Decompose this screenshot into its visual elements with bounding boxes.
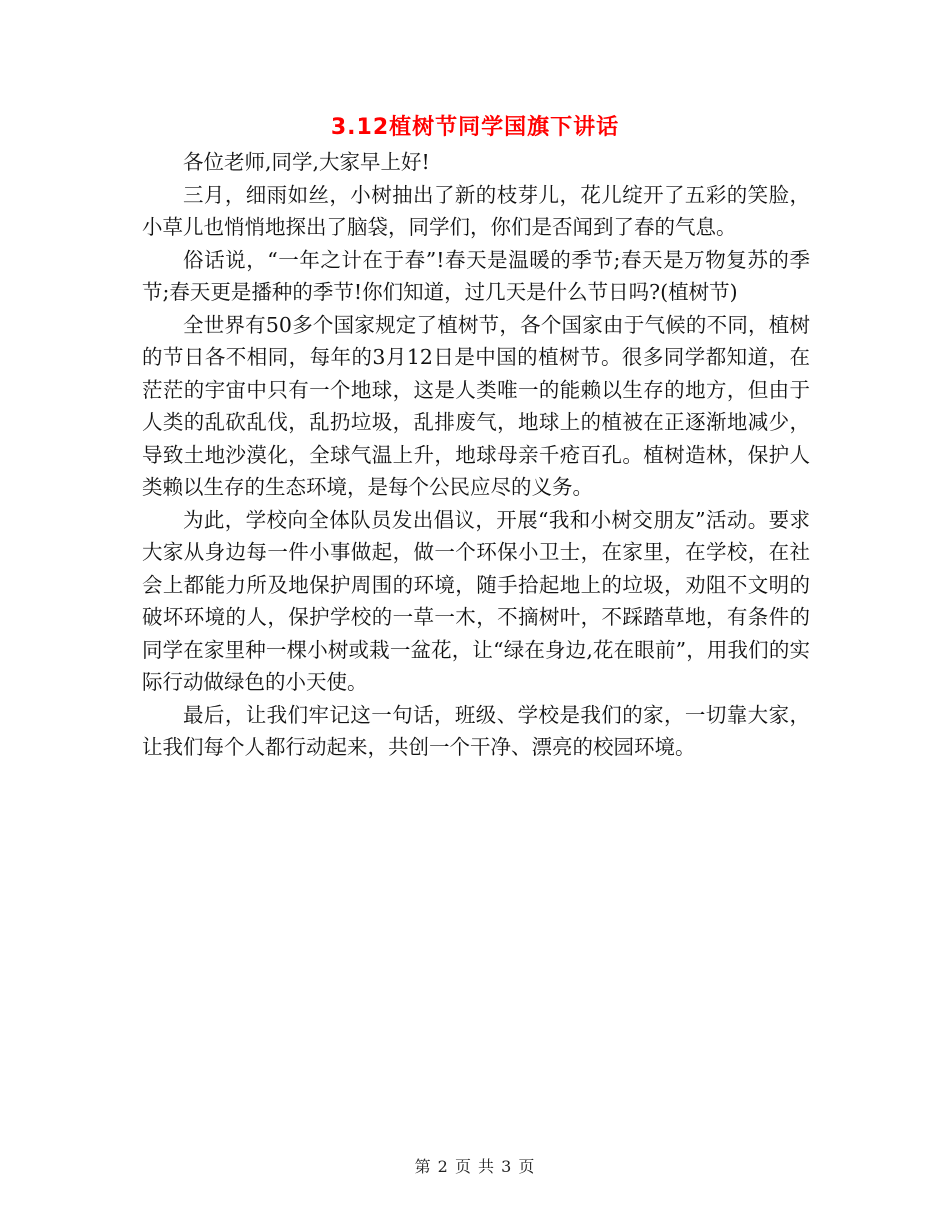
paragraph-initiative: 为此，学校向全体队员发出倡议，开展“我和小树交朋友”活动。要求大家从身边每一件小事做起，做一个环保小卫士，在家里，在学校，在社会上都能力所及地保护周围的环境，随手拾起地上的垃圾，劝阻不文明的破坏环境的人，保护学校的一草一木，不摘树叶，不踩踏草地，有条件的同学在家里种一棵小树或栽一盆花，让“绿在身边,花在眼前”，用我们的实际行动做绿色的小天使。 [142, 507, 810, 694]
paragraph-greeting: 各位老师,同学,大家早上好! [183, 150, 430, 174]
paragraph-closing: 最后，让我们牢记这一句话，班级、学校是我们的家，一切靠大家，让我们每个人都行动起来，共创一个干净、漂亮的校园环境。 [142, 702, 810, 759]
document-title: 3.12植树节同学国旗下讲话 [330, 115, 620, 140]
paragraph-proverb: 俗话说，“一年之计在于春”!春天是温暖的季节;春天是万物复苏的季节;春天更是播种的季节!你们知道，过几天是什么节日吗?(植树节) [142, 247, 810, 304]
document-body [142, 146, 810, 764]
paragraph-arbor-day: 全世界有50多个国家规定了植树节，各个国家由于气候的不同，植树的节日各不相同，每年的3月12日是中国的植树节。很多同学都知道，在茫茫的宇宙中只有一个地球，这是人类唯一的能赖以生存的地方，但由于人类的乱砍乱伐，乱扔垃圾，乱排废气，地球上的植被在正逐渐地减少，导致土地沙漠化，全球气温上升，地球母亲千疮百孔。植树造林，保护人类赖以生存的生态环境，是每个公民应尽的义务。 [142, 312, 810, 499]
page-footer: 第 2 页 共 3 页 [414, 1157, 536, 1176]
paragraph-spring-scene: 三月，细雨如丝，小树抽出了新的枝芽儿，花儿绽开了五彩的笑脸，小草儿也悄悄地探出了脑袋，同学们，你们是否闻到了春的气息。 [142, 182, 810, 239]
